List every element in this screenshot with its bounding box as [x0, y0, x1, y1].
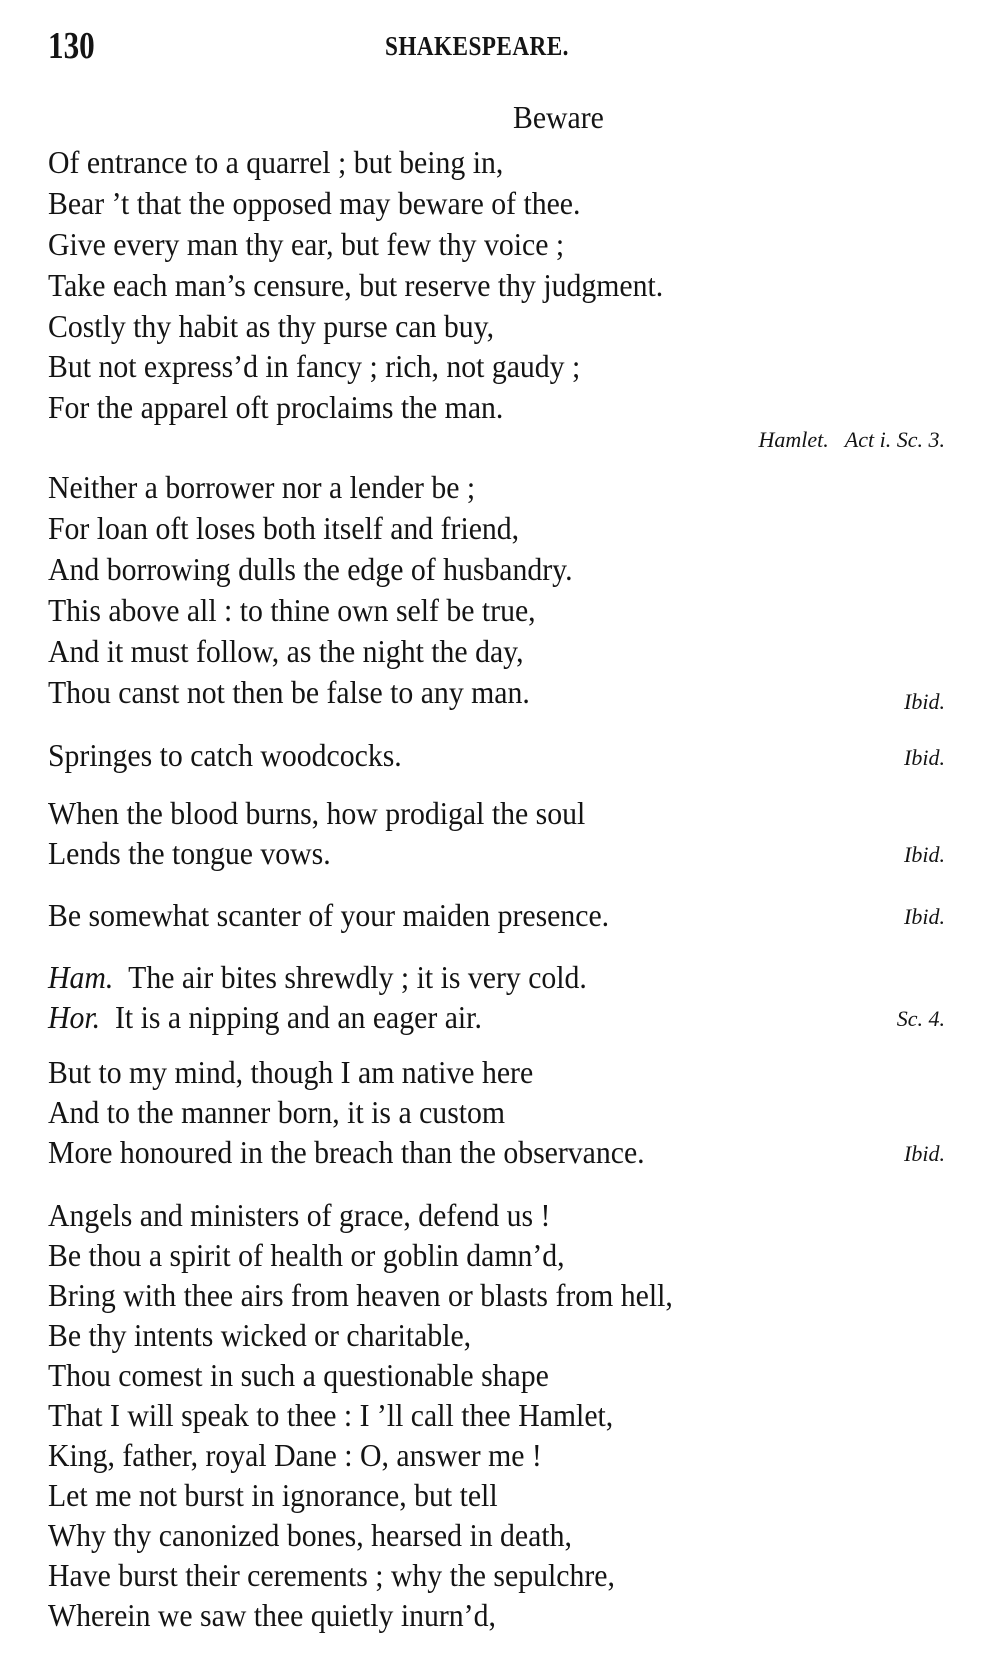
verse-line: Bear ’t that the opposed may beware of thee.	[48, 185, 581, 221]
verse-line: Lends the tongue vows.	[48, 835, 331, 871]
verse-line: Be thy intents wicked or charitable,	[48, 1317, 472, 1353]
verse-line: And it must follow, as the night the day,	[48, 633, 524, 669]
speech-text: The air bites shrewdly ; it is very cold.	[128, 959, 587, 995]
citation: Ibid.	[904, 1141, 945, 1166]
verse-line: Be somewhat scanter of your maiden presence.	[48, 897, 610, 933]
verse-line: When the blood burns, how prodigal the soul	[48, 795, 586, 831]
verse-line: For the apparel oft proclaims the man.	[48, 389, 504, 425]
verse-line: Thou comest in such a questionable shape	[48, 1357, 549, 1393]
citation: Ibid.	[904, 842, 945, 867]
page-number: 130	[48, 25, 95, 67]
speaker-name: Hor.	[48, 999, 101, 1035]
verse-line: Wherein we saw thee quietly inurn’d,	[48, 1597, 496, 1633]
speech-text: It is a nipping and an eager air.	[114, 999, 482, 1035]
verse-line: That I will speak to thee : I ’ll call thee Hamlet,	[48, 1397, 614, 1433]
verse-line: For loan oft loses both itself and friend,	[48, 510, 520, 546]
verse-line: But not express’d in fancy ; rich, not gaudy ;	[48, 348, 581, 384]
verse-line: Have burst their cerements ; why the sepulchre,	[48, 1557, 615, 1593]
verse-line: Springes to catch woodcocks.	[48, 737, 402, 773]
verse-line: Costly thy habit as thy purse can buy,	[48, 308, 495, 344]
verse-line: Let me not burst in ignorance, but tell	[48, 1477, 498, 1513]
dialogue-line	[48, 997, 482, 1037]
verse-line: And borrowing dulls the edge of husbandry.	[48, 551, 573, 587]
citation: Sc. 4.	[896, 1006, 945, 1031]
verse-line: Thou canst not then be false to any man.	[48, 674, 530, 710]
citation-scene: Act i. Sc. 3.	[844, 427, 945, 452]
verse-line: But to my mind, though I am native here	[48, 1054, 534, 1090]
citation: Ibid.	[904, 904, 945, 929]
verse-line: Angels and ministers of grace, defend us !	[48, 1197, 551, 1233]
verse-line: Give every man thy ear, but few thy voice ;	[48, 226, 565, 262]
speaker-name: Ham.	[48, 959, 114, 995]
verse-line: Neither a borrower nor a lender be ;	[48, 469, 476, 505]
verse-line: This above all : to thine own self be true,	[48, 592, 536, 628]
verse-line: And to the manner born, it is a custom	[48, 1094, 506, 1130]
verse-line: King, father, royal Dane : O, answer me !	[48, 1437, 542, 1473]
citation-play: Hamlet.	[758, 427, 829, 452]
verse-line: Why thy canonized bones, hearsed in death,	[48, 1517, 572, 1553]
verse-line: Take each man’s censure, but reserve thy judgment.	[48, 267, 664, 303]
citation	[759, 425, 945, 455]
running-title: SHAKESPEARE.	[385, 31, 569, 61]
verse-line: Beware	[513, 99, 604, 135]
citation: Ibid.	[904, 745, 945, 770]
verse-line: Be thou a spirit of health or goblin damn’d,	[48, 1237, 565, 1273]
verse-line: More honoured in the breach than the observance.	[48, 1134, 645, 1170]
verse-line: Bring with thee airs from heaven or blasts from hell,	[48, 1277, 673, 1313]
citation: Ibid.	[904, 689, 945, 714]
verse-line: Of entrance to a quarrel ; but being in,	[48, 144, 504, 180]
dialogue-line	[48, 957, 587, 997]
